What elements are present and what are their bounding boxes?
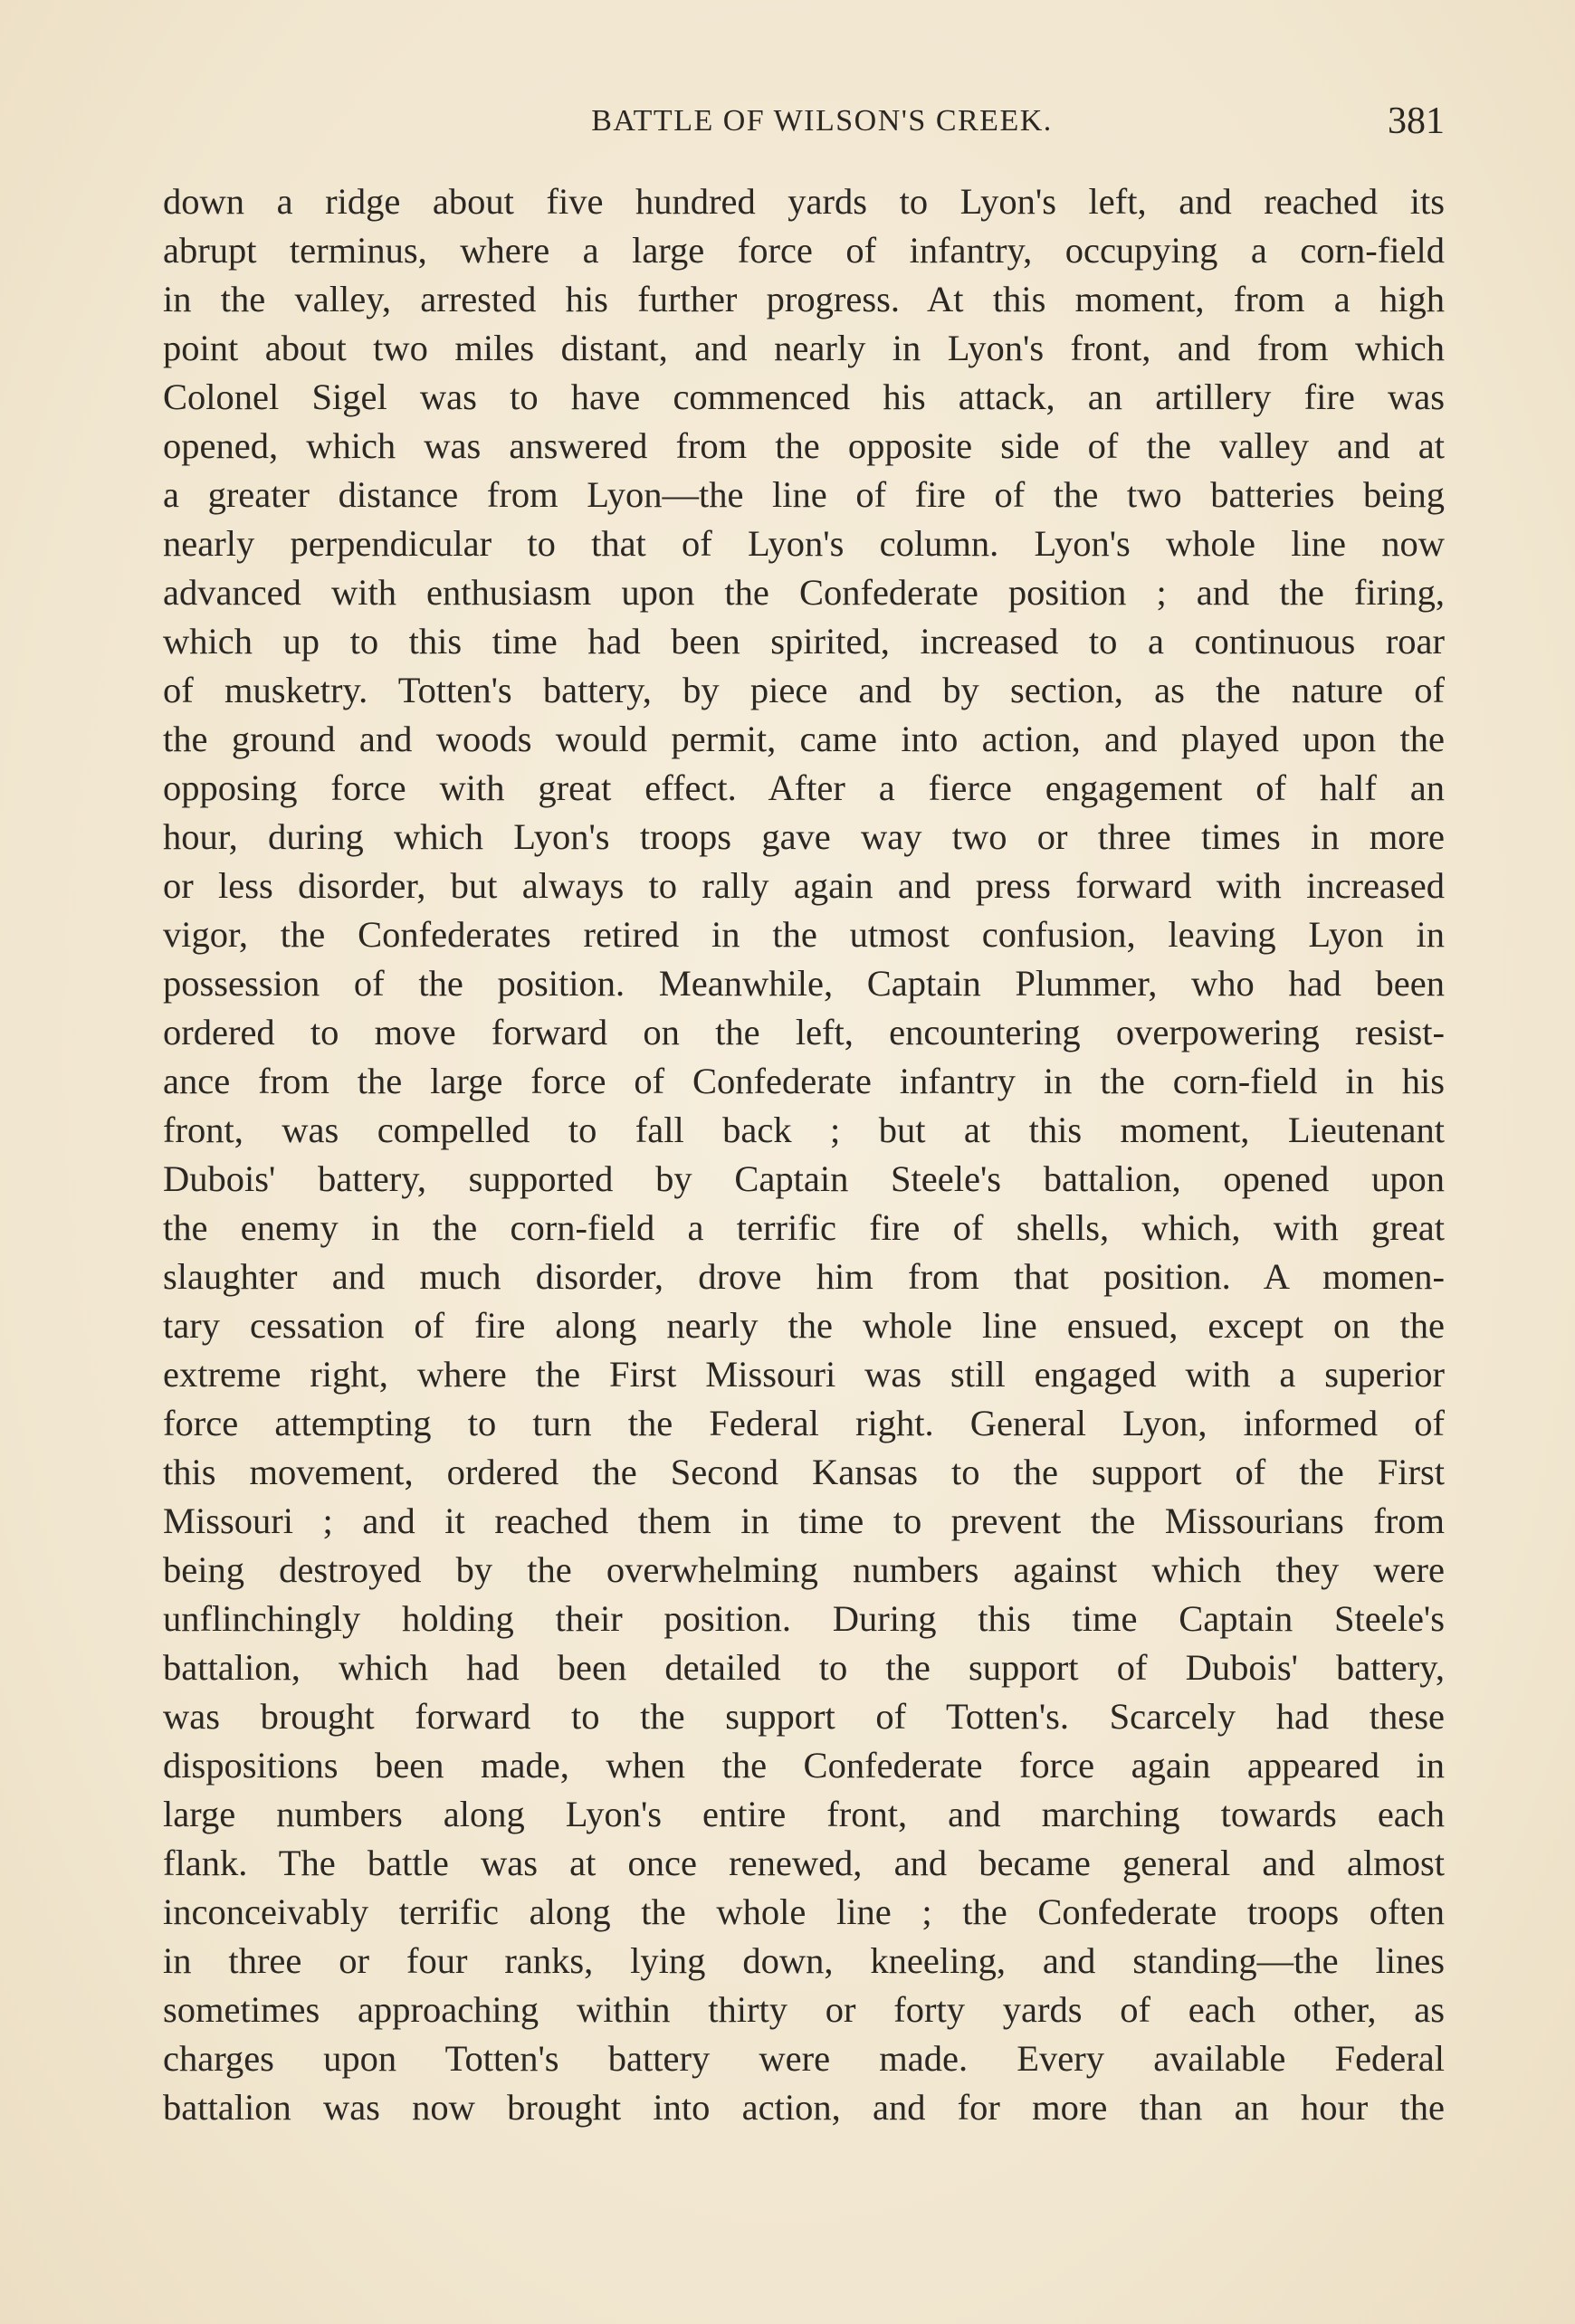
text-line: or less disorder, but always to rally again and press forward with increased	[163, 865, 1445, 906]
body-paragraph	[163, 177, 1445, 2132]
text-line: in three or four ranks, lying down, kneeling, and standing—the lines	[163, 1940, 1445, 1981]
text-line: slaughter and much disorder, drove him from that position. A momen-	[163, 1256, 1445, 1297]
text-line: extreme right, where the First Missouri was still engaged with a superior	[163, 1354, 1445, 1395]
text-line: opened, which was answered from the opposite side of the valley and at	[163, 425, 1445, 466]
text-line: advanced with enthusiasm upon the Confederate position ; and the firing,	[163, 572, 1445, 613]
text-line: in the valley, arrested his further progress. At this moment, from a high	[163, 279, 1445, 319]
text-line: unflinchingly holding their position. During this time Captain Steele's	[163, 1598, 1445, 1639]
text-line: inconceivably terrific along the whole line ; the Confederate troops often	[163, 1891, 1445, 1932]
text-line: this movement, ordered the Second Kansas to the support of the First	[163, 1452, 1445, 1492]
text-line: sometimes approaching within thirty or forty yards of each other, as	[163, 1989, 1445, 2030]
page-header	[163, 94, 1445, 148]
text-line: front, was compelled to fall back ; but at this moment, Lieutenant	[163, 1110, 1445, 1150]
text-line: abrupt terminus, where a large force of infantry, occupying a corn-field	[163, 230, 1445, 271]
text-line: ance from the large force of Confederate infantry in the corn-field in his	[163, 1061, 1445, 1101]
text-line: nearly perpendicular to that of Lyon's column. Lyon's whole line now	[163, 523, 1445, 564]
text-line: Colonel Sigel was to have commenced his attack, an artillery fire was	[163, 376, 1445, 417]
text-line: battalion was now brought into action, and for more than an hour the	[163, 2087, 1445, 2128]
text-line: down a ridge about five hundred yards to Lyon's left, and reached its	[163, 181, 1445, 222]
text-line: Dubois' battery, supported by Captain Steele's battalion, opened upon	[163, 1158, 1445, 1199]
text-line: which up to this time had been spirited, increased to a continuous roar	[163, 621, 1445, 662]
text-line: possession of the position. Meanwhile, Captain Plummer, who had been	[163, 963, 1445, 1004]
text-line: dispositions been made, when the Confederate force again appeared in	[163, 1745, 1445, 1786]
text-line: a greater distance from Lyon—the line of fire of the two batteries being	[163, 474, 1445, 515]
page-number: 381	[1388, 100, 1445, 142]
text-line: the enemy in the corn-field a terrific fire of shells, which, with great	[163, 1207, 1445, 1248]
text-line: force attempting to turn the Federal right. General Lyon, informed of	[163, 1403, 1445, 1443]
text-line: battalion, which had been detailed to the support of Dubois' battery,	[163, 1647, 1445, 1688]
text-line: was brought forward to the support of Totten's. Scarcely had these	[163, 1696, 1445, 1737]
text-line: vigor, the Confederates retired in the utmost confusion, leaving Lyon in	[163, 914, 1445, 955]
text-line: the ground and woods would permit, came into action, and played upon the	[163, 719, 1445, 759]
text-line: point about two miles distant, and nearly in Lyon's front, and from which	[163, 328, 1445, 368]
text-line: ordered to move forward on the left, encountering overpowering resist-	[163, 1012, 1445, 1052]
text-line: tary cessation of fire along nearly the whole line ensued, except on the	[163, 1305, 1445, 1346]
text-line: Missouri ; and it reached them in time to prevent the Missourians from	[163, 1500, 1445, 1541]
running-title: BATTLE OF WILSON'S CREEK.	[591, 104, 1053, 138]
text-line: opposing force with great effect. After a fierce engagement of half an	[163, 767, 1445, 808]
text-line: large numbers along Lyon's entire front, and marching towards each	[163, 1794, 1445, 1834]
text-line: being destroyed by the overwhelming numbers against which they were	[163, 1549, 1445, 1590]
text-line: charges upon Totten's battery were made. Every available Federal	[163, 2038, 1445, 2079]
text-line: flank. The battle was at once renewed, and became general and almost	[163, 1843, 1445, 1883]
text-line: of musketry. Totten's battery, by piece and by section, as the nature of	[163, 670, 1445, 710]
text-line: hour, during which Lyon's troops gave way two or three times in more	[163, 816, 1445, 857]
